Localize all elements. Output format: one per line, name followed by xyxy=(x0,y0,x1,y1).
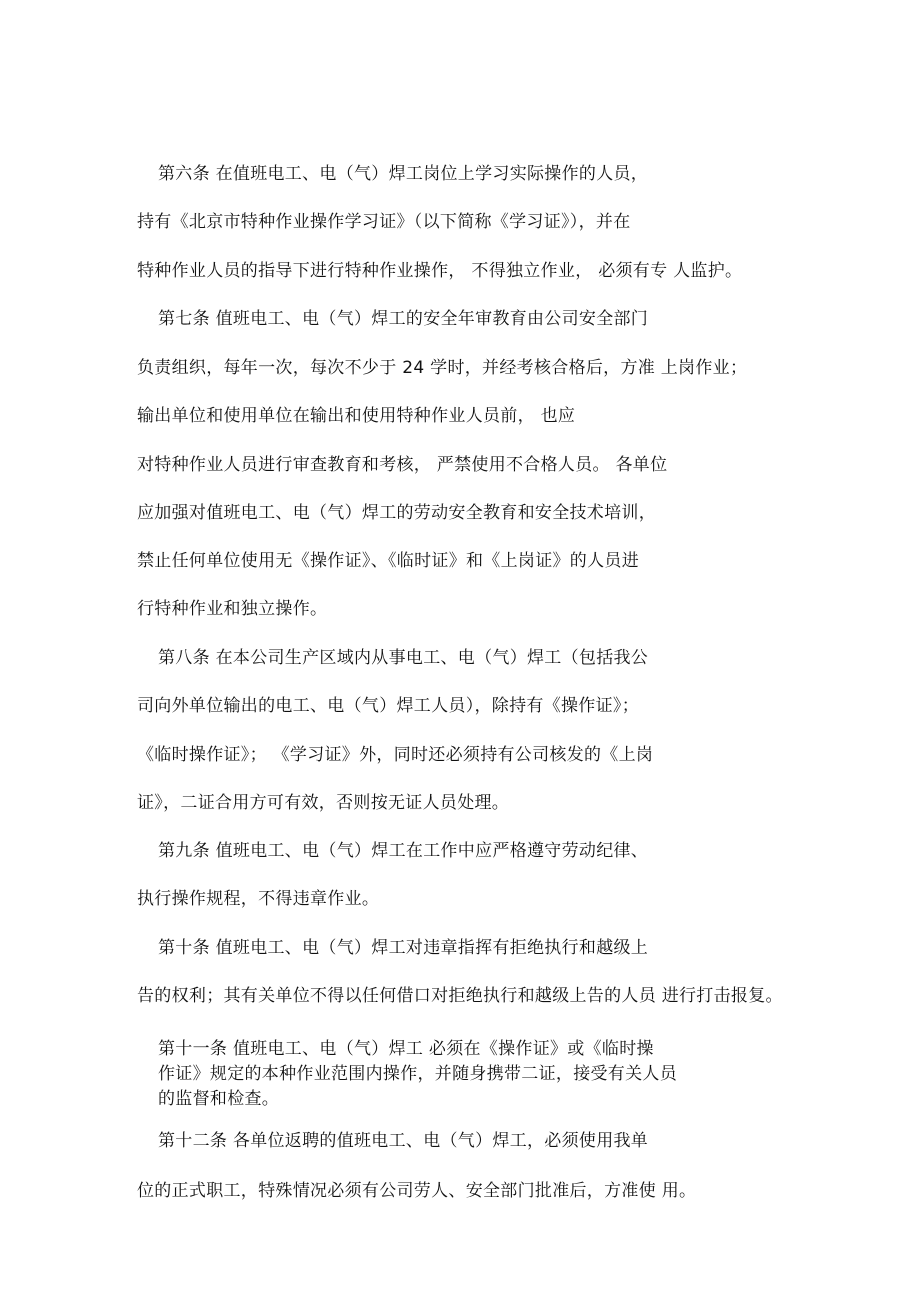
article-8-line-2: 司向外单位输出的电工、电（气）焊工人员），除持有《操作证》； xyxy=(137,696,639,716)
article-7-line-2: 负责组织，每年一次，每次不少于 24 学时，并经考核合格后，方准 上岗作业； xyxy=(137,358,748,378)
article-11-line-1: 第十一条 值班电工、电（气）焊工 必须在《操作证》或《临时操 xyxy=(158,1039,654,1059)
article-9-line-1: 第九条 值班电工、电（气）焊工在工作中应严格遵守劳动纪律、 xyxy=(158,841,649,861)
article-7-line-7: 行特种作业和独立操作。 xyxy=(137,599,328,619)
article-10-line-2: 告的权利；其有关单位不得以任何借口对拒绝执行和越级上告的人员 进行打击报复。 xyxy=(137,986,783,1006)
article-12-line-2: 位的正式职工，特殊情况必须有公司劳人、安全部门批准后，方准使 用。 xyxy=(137,1181,697,1201)
article-6-line-2: 持有《北京市特种作业操作学习证》（以下简称《学习证》），并在 xyxy=(137,212,631,232)
article-8-line-4: 证》，二证合用方可有效，否则按无证人员处理。 xyxy=(137,793,510,813)
article-11-line-2: 作证》规定的本种作业范围内操作，并随身携带二证，接受有关人员 xyxy=(158,1064,677,1084)
article-7-line-5: 应加强对值班电工、电（气）焊工的劳动安全教育和安全技术培训， xyxy=(137,503,656,523)
article-7-line-1: 第七条 值班电工、电（气）焊工的安全年审教育由公司安全部门 xyxy=(158,309,649,329)
article-6-line-3: 特种作业人员的指导下进行特种作业操作， 不得独立作业， 必须有专 人监护。 xyxy=(137,261,743,281)
article-10-line-1: 第十条 值班电工、电（气）焊工对违章指挥有拒绝执行和越级上 xyxy=(158,938,649,958)
article-7-line-4: 对特种作业人员进行审查教育和考核， 严禁使用不合格人员。 各单位 xyxy=(137,455,668,475)
article-9-line-2: 执行操作规程，不得违章作业。 xyxy=(137,889,380,909)
article-7-line-6: 禁止任何单位使用无《操作证》、《临时证》和《上岗证》的人员进 xyxy=(137,551,639,571)
article-6-line-1: 第六条 在值班电工、电（气）焊工岗位上学习实际操作的人员， xyxy=(158,164,649,184)
article-8-line-1: 第八条 在本公司生产区域内从事电工、电（气）焊工（包括我公 xyxy=(158,648,649,668)
article-7-line-3: 输出单位和使用单位在输出和使用特种作业人员前， 也应 xyxy=(137,406,576,426)
article-8-line-3: 《临时操作证》； 《学习证》外，同时还必须持有公司核发的《上岗 xyxy=(137,745,654,765)
article-11-line-3: 的监督和检查。 xyxy=(158,1089,280,1109)
article-12-line-1: 第十二条 各单位返聘的值班电工、电（气）焊工，必须使用我单 xyxy=(158,1131,649,1151)
